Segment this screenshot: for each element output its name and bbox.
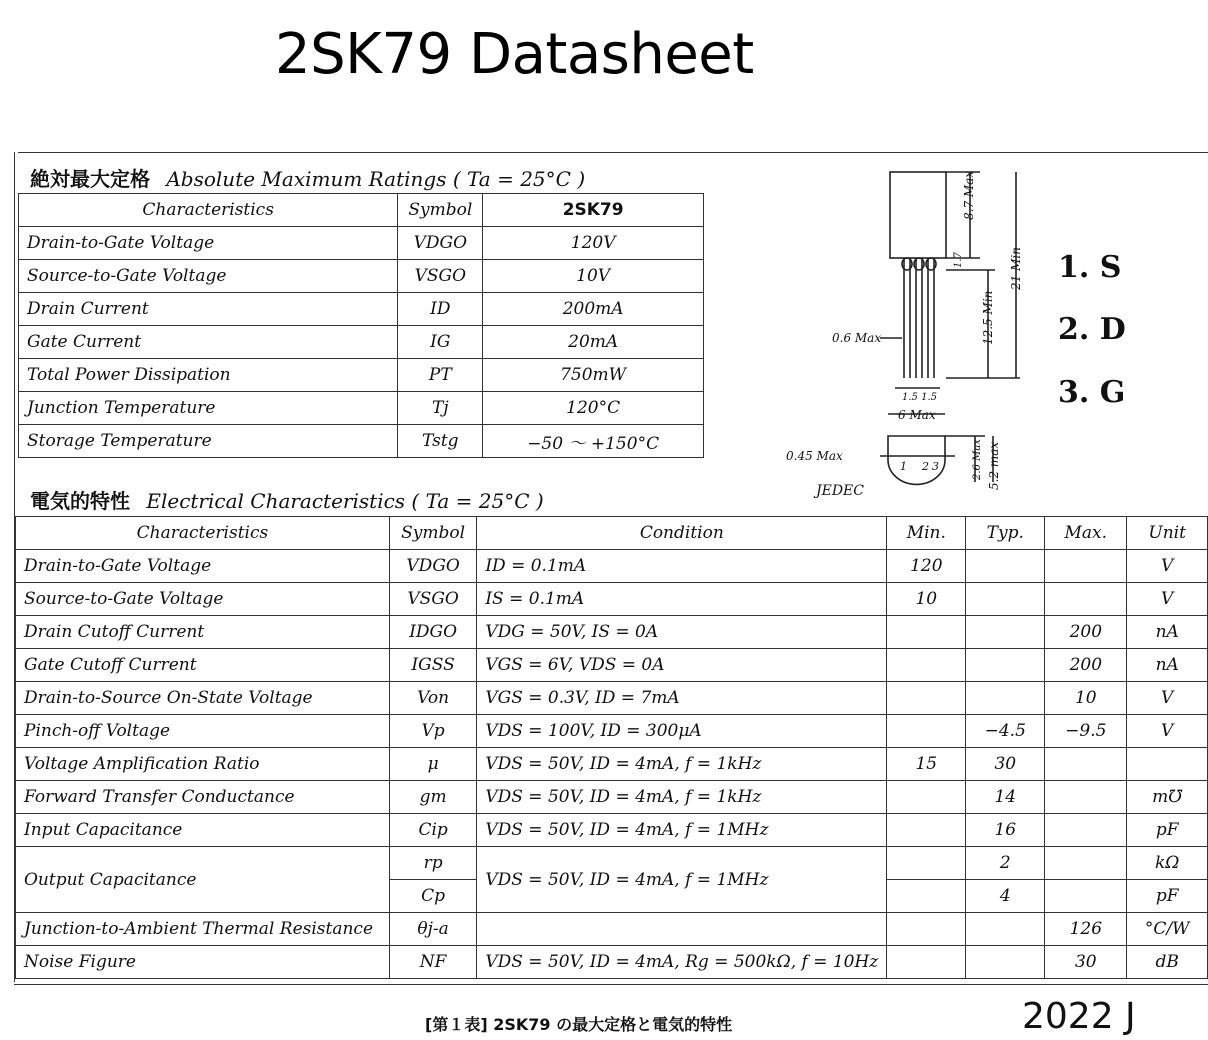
ec-char: Source-to-Gate Voltage <box>16 583 390 616</box>
amr-header <box>30 163 585 192</box>
pin-num-3: 3 <box>932 460 939 473</box>
ec-min <box>887 880 966 913</box>
table-row <box>16 715 1208 748</box>
ec-min <box>887 616 966 649</box>
amr-char: Total Power Dissipation <box>19 359 398 392</box>
ec-sym: gm <box>389 781 476 814</box>
ec-typ <box>966 913 1045 946</box>
ec-sym: IDGO <box>389 616 476 649</box>
ec-typ: 2 <box>966 847 1045 880</box>
ec-sym: Cip <box>389 814 476 847</box>
ec-min: 120 <box>887 550 966 583</box>
dim-depth2: 5.2 max <box>987 441 1001 490</box>
ec-header-cond: ( Ta = 25°C ) <box>411 489 544 513</box>
ec-cond: ID = 0.1mA <box>477 550 887 583</box>
ec-char: Drain Cutoff Current <box>16 616 390 649</box>
table-row <box>19 359 704 392</box>
amr-header-jp: 絶対最大定格 <box>30 167 150 191</box>
ec-char-output-cap: Output Capacitance <box>16 847 390 913</box>
ec-min <box>887 847 966 880</box>
ec-col-unit: Unit <box>1127 517 1208 550</box>
ec-col-sym: Symbol <box>389 517 476 550</box>
ec-cond: IS = 0.1mA <box>477 583 887 616</box>
amr-col-char: Characteristics <box>19 194 398 227</box>
ec-col-char: Characteristics <box>16 517 390 550</box>
ec-min <box>887 814 966 847</box>
ec-cond: VDS = 50V, ID = 4mA, f = 1kHz <box>477 748 887 781</box>
ec-max: −9.5 <box>1045 715 1127 748</box>
ec-char: Noise Figure <box>16 946 390 979</box>
ec-min <box>887 913 966 946</box>
ec-typ <box>966 946 1045 979</box>
table-row <box>16 814 1208 847</box>
ec-min: 10 <box>887 583 966 616</box>
amr-table <box>18 193 704 458</box>
ec-cond: VGS = 0.3V, ID = 7mA <box>477 682 887 715</box>
ec-table <box>15 516 1208 979</box>
ec-unit: V <box>1127 682 1208 715</box>
pin-label-2: 2. D <box>1058 312 1126 347</box>
ec-typ: 30 <box>966 748 1045 781</box>
ec-cond-output-cap: VDS = 50V, ID = 4mA, f = 1MHz <box>477 847 887 913</box>
frame-top-rule <box>18 152 1208 153</box>
ec-sym: μ <box>389 748 476 781</box>
ec-unit: V <box>1127 583 1208 616</box>
dim-lead-width: 0.6 Max <box>832 331 882 345</box>
ec-typ <box>966 649 1045 682</box>
pin-num-2: 2 <box>922 460 929 473</box>
table-row <box>19 227 704 260</box>
package-body <box>890 172 946 258</box>
ec-max: 30 <box>1045 946 1127 979</box>
table-row <box>16 550 1208 583</box>
page-title: 2SK79 Datasheet <box>275 22 754 87</box>
ec-typ <box>966 616 1045 649</box>
ec-sym: NF <box>389 946 476 979</box>
amr-val: 200mA <box>483 293 704 326</box>
ec-max <box>1045 583 1127 616</box>
ec-sym: rp <box>389 847 476 880</box>
amr-col-val: 2SK79 <box>483 194 704 227</box>
ec-max <box>1045 781 1127 814</box>
pin-num-1: 1 <box>900 460 907 473</box>
ec-col-min: Min. <box>887 517 966 550</box>
ec-unit: nA <box>1127 616 1208 649</box>
ec-unit: pF <box>1127 880 1208 913</box>
amr-val: 120°C <box>483 392 704 425</box>
ec-typ <box>966 682 1045 715</box>
ec-max <box>1045 550 1127 583</box>
ec-sym: Vp <box>389 715 476 748</box>
ec-max: 200 <box>1045 616 1127 649</box>
ec-min <box>887 781 966 814</box>
ec-cond: VDG = 50V, IS = 0A <box>477 616 887 649</box>
ec-unit: °C/W <box>1127 913 1208 946</box>
ec-header-jp: 電気的特性 <box>30 489 130 513</box>
ec-min: 15 <box>887 748 966 781</box>
ec-cond <box>477 913 887 946</box>
dim-max-top: 8.7 Max <box>962 170 976 220</box>
ec-typ: 4 <box>966 880 1045 913</box>
ec-max <box>1045 880 1127 913</box>
pin-label-1: 1. S <box>1058 250 1122 285</box>
ec-char: Forward Transfer Conductance <box>16 781 390 814</box>
dim-pitch: 1.5 1.5 <box>902 392 937 403</box>
table-row <box>19 293 704 326</box>
ec-char: Drain-to-Source On-State Voltage <box>16 682 390 715</box>
ec-max <box>1045 748 1127 781</box>
ec-unit: V <box>1127 715 1208 748</box>
package-outline-drawing <box>780 160 1050 505</box>
dim-total: 21 Min <box>1009 247 1023 290</box>
amr-sym: PT <box>398 359 483 392</box>
ec-col-typ: Typ. <box>966 517 1045 550</box>
amr-char: Drain Current <box>19 293 398 326</box>
ec-typ <box>966 583 1045 616</box>
amr-val: 20mA <box>483 326 704 359</box>
ec-unit: dB <box>1127 946 1208 979</box>
ec-unit: kΩ <box>1127 847 1208 880</box>
dim-width: 6 Max <box>898 408 936 422</box>
table-caption: [第１表] 2SK79 の最大定格と電気的特性 <box>425 1015 733 1034</box>
ec-min <box>887 649 966 682</box>
table-row <box>16 682 1208 715</box>
dim-thick: 0.45 Max <box>786 449 843 463</box>
amr-col-sym: Symbol <box>398 194 483 227</box>
ec-sym: Cp <box>389 880 476 913</box>
table-row <box>16 649 1208 682</box>
ec-char: Junction-to-Ambient Thermal Resistance <box>16 913 390 946</box>
amr-header-en: Absolute Maximum Ratings <box>166 167 447 191</box>
table-row <box>19 260 704 293</box>
ec-cond: VDS = 100V, ID = 300μA <box>477 715 887 748</box>
ec-cond: VGS = 6V, VDS = 0A <box>477 649 887 682</box>
ec-cond: VDS = 50V, ID = 4mA, f = 1kHz <box>477 781 887 814</box>
table-row <box>16 847 1208 880</box>
amr-header-row <box>19 194 704 227</box>
year-mark: 2022 J <box>1022 996 1136 1037</box>
ec-header-row <box>16 517 1208 550</box>
ec-cond: VDS = 50V, ID = 4mA, f = 1MHz <box>477 814 887 847</box>
ec-typ: 16 <box>966 814 1045 847</box>
amr-char: Storage Temperature <box>19 425 398 458</box>
ec-col-max: Max. <box>1045 517 1127 550</box>
table-row <box>16 583 1208 616</box>
ec-max: 126 <box>1045 913 1127 946</box>
amr-val: 750mW <box>483 359 704 392</box>
ec-unit <box>1127 748 1208 781</box>
ec-char: Pinch-off Voltage <box>16 715 390 748</box>
table-row <box>16 913 1208 946</box>
ec-typ: −4.5 <box>966 715 1045 748</box>
ec-unit: pF <box>1127 814 1208 847</box>
amr-val: −50 〜 +150°C <box>483 425 704 458</box>
amr-char: Gate Current <box>19 326 398 359</box>
dim-depth1: 2.6 Max <box>972 439 983 480</box>
ec-cond: VDS = 50V, ID = 4mA, Rg = 500kΩ, f = 10Hz <box>477 946 887 979</box>
amr-char: Drain-to-Gate Voltage <box>19 227 398 260</box>
table-row <box>16 781 1208 814</box>
pin-label-3: 3. G <box>1058 375 1126 410</box>
amr-val: 10V <box>483 260 704 293</box>
table-row <box>19 326 704 359</box>
amr-header-cond: ( Ta = 25°C ) <box>452 167 586 191</box>
ec-char: Input Capacitance <box>16 814 390 847</box>
ec-sym: IGSS <box>389 649 476 682</box>
amr-char: Junction Temperature <box>19 392 398 425</box>
amr-sym: Tj <box>398 392 483 425</box>
ec-sym: VSGO <box>389 583 476 616</box>
amr-sym: Tstg <box>398 425 483 458</box>
ec-unit: nA <box>1127 649 1208 682</box>
ec-char: Voltage Amplification Ratio <box>16 748 390 781</box>
ec-max: 10 <box>1045 682 1127 715</box>
ec-sym: θj-a <box>389 913 476 946</box>
ec-col-cond: Condition <box>477 517 887 550</box>
dim-lead: 1.7 <box>953 252 964 268</box>
table-row <box>19 392 704 425</box>
dim-min-lead: 12.5 Min <box>981 290 995 345</box>
ec-max <box>1045 814 1127 847</box>
ec-unit: V <box>1127 550 1208 583</box>
ec-header-en: Electrical Characteristics <box>146 489 406 513</box>
ec-max: 200 <box>1045 649 1127 682</box>
ec-min <box>887 715 966 748</box>
amr-sym: ID <box>398 293 483 326</box>
frame-bottom-rule <box>14 984 1208 985</box>
ec-typ: 14 <box>966 781 1045 814</box>
amr-char: Source-to-Gate Voltage <box>19 260 398 293</box>
ec-header <box>30 485 544 514</box>
jedec-label: JEDEC <box>816 483 864 499</box>
table-row <box>16 748 1208 781</box>
ec-min <box>887 682 966 715</box>
table-row <box>19 425 704 458</box>
ec-char: Gate Cutoff Current <box>16 649 390 682</box>
ec-sym: VDGO <box>389 550 476 583</box>
ec-max <box>1045 847 1127 880</box>
amr-sym: VSGO <box>398 260 483 293</box>
ec-sym: Von <box>389 682 476 715</box>
ec-char: Drain-to-Gate Voltage <box>16 550 390 583</box>
table-row <box>16 946 1208 979</box>
ec-typ <box>966 550 1045 583</box>
table-row <box>16 616 1208 649</box>
amr-val: 120V <box>483 227 704 260</box>
ec-unit: m℧ <box>1127 781 1208 814</box>
ec-min <box>887 946 966 979</box>
amr-sym: IG <box>398 326 483 359</box>
amr-sym: VDGO <box>398 227 483 260</box>
